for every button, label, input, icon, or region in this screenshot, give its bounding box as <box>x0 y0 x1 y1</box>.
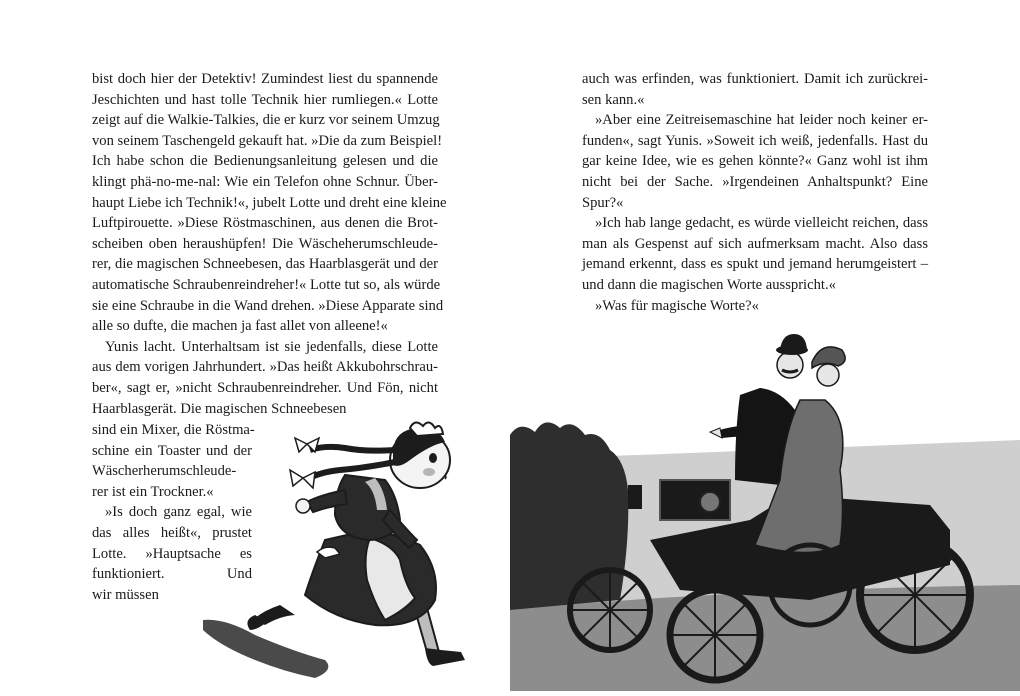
text-line: schine ein Toaster und der <box>92 442 252 459</box>
text-line: »Aber eine Zeitreisemaschine hat leider noch keiner er- <box>595 112 928 129</box>
text-line: gar keine Idee, wie es gehen könnte?« Ganz wohl ist ihm <box>582 153 928 170</box>
right-page-body-text <box>582 69 928 316</box>
text-line: aus dem vorigen Jahrhundert. »Das heißt Akkubohrschrau- <box>92 359 438 376</box>
text-line: nicht bei der Sache. »Irgendeinen Anhaltspunkt? Eine <box>582 173 928 190</box>
text-line: Ich habe schon die Bedienungsanleitung gelesen und die <box>92 153 438 170</box>
text-line: man als Gespenst auf sich aufmerksam macht. Also dass <box>582 235 928 252</box>
ground-shadow <box>203 620 328 678</box>
text-line: Jeschichten und hast tolle Technik hier rumliegen.« Lotte <box>92 91 438 108</box>
text-line: »Is doch ganz egal, wie <box>105 504 252 521</box>
text-line: haupt Liebe ich Technik!«, jubelt Lotte und dreht eine kleine <box>92 194 447 211</box>
vintage-car-illustration <box>510 320 1020 691</box>
text-line: alle so dufte, die machen ja fast allet von alleene!« <box>92 318 388 335</box>
text-line: Haarblasgerät. Die magischen Schneebesen <box>92 400 347 417</box>
running-girl-illustration <box>195 420 485 691</box>
text-line: zeigt auf die Walkie-Talkies, die er kurz vor seinem Umzug <box>92 112 440 129</box>
text-line: rer ist ein Trockner.« <box>92 483 214 500</box>
text-line: »Ich hab lange gedacht, es würde vielleicht reichen, dass <box>595 215 928 232</box>
text-line: Lotte. »Hauptsache es <box>92 545 252 562</box>
text-line: funktioniert. Und <box>92 566 252 583</box>
text-line: auch was erfinden, was funktioniert. Damit ich zurückrei- <box>582 71 928 87</box>
text-line: jemand erkennt, dass es spukt und jemand herumgeistert – <box>582 256 928 273</box>
left-page-body-text <box>92 69 447 419</box>
text-line: »Was für magische Worte?« <box>595 297 759 314</box>
text-line: Wäscherherumschleude- <box>92 463 237 480</box>
text-line: sie eine Schraube in die Wand drehen. »Diese Apparate sind <box>92 297 444 314</box>
text-line: rer, die magischen Schneebesen, das Haarblasgerät und der <box>92 256 438 273</box>
text-line: automatische Schraubenreindreher!« Lotte tut so, als würde <box>92 276 441 293</box>
text-line: Yunis lacht. Unterhaltsam ist sie jedenfalls, diese Lotte <box>105 338 438 355</box>
text-line: klingt phä-no-me-nal: Wie ein Telefon ohne Schnur. Über- <box>92 173 438 190</box>
text-line: das alles heißt«, prustet <box>92 524 252 541</box>
rear-wheel <box>860 540 970 650</box>
text-line: Spur?« <box>582 194 624 211</box>
text-line: ber«, sagt er, »nicht Schraubenreindreher. Und Fön, nicht <box>92 379 438 396</box>
left-page <box>0 0 510 691</box>
front-right-wheel <box>670 590 760 680</box>
text-line: und dann die magischen Worte ausspricht.« <box>582 276 836 293</box>
front-left-wheel <box>570 570 650 650</box>
text-line: von seinem Taschengeld gekauft hat. »Die da zum Beispiel! <box>92 132 443 149</box>
text-line: funden«, sagt Yunis. »Soweit ich weiß, jedenfalls. Hast du <box>582 132 928 149</box>
text-line: wir müssen <box>92 586 159 603</box>
text-line: bist doch hier der Detektiv! Zumindest liest du spannende <box>92 71 438 87</box>
text-line: Luftpirouette. »Diese Röstmaschinen, aus denen die Brot- <box>92 215 438 232</box>
text-line: scheiben oben heraushüpfen! Die Wäscheherumschleude- <box>92 235 438 252</box>
text-line: sind ein Mixer, die Röstma- <box>92 422 255 438</box>
right-page <box>510 0 1020 691</box>
text-line: sen kann.« <box>582 91 645 108</box>
